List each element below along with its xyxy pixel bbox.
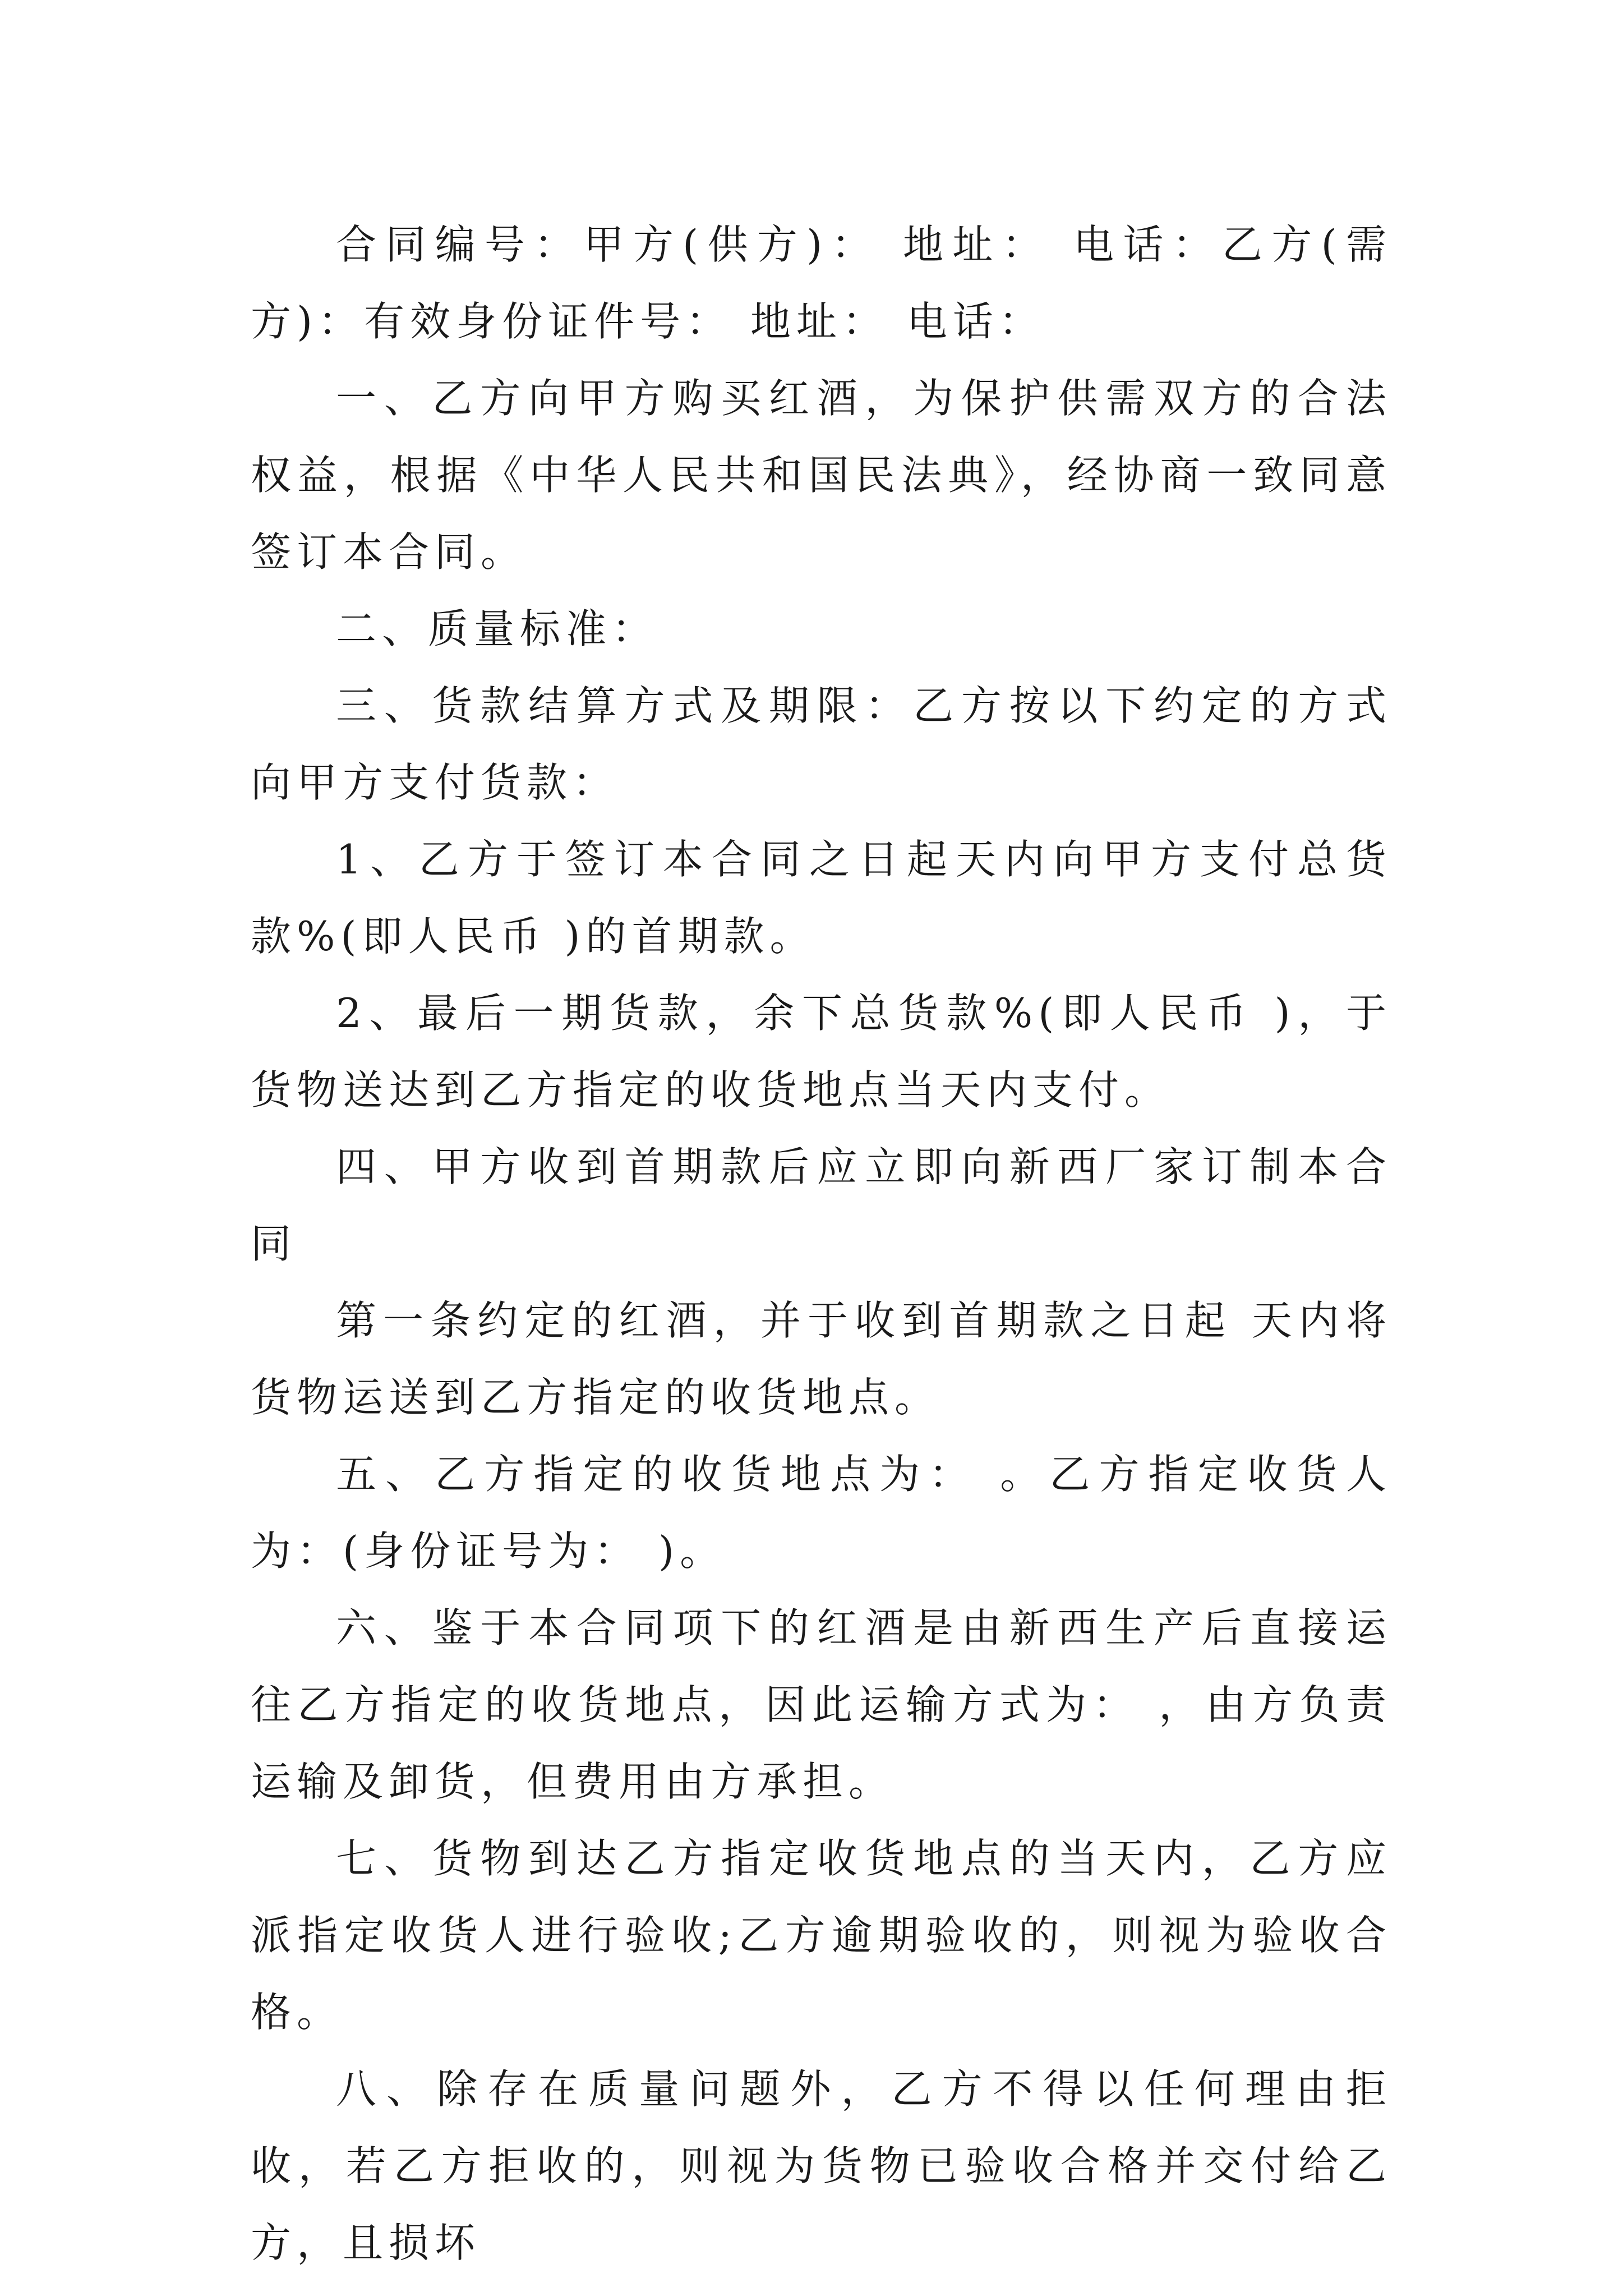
clause-5-paragraph: 五、乙方指定的收货地点为： 。乙方指定收货人为：(身份证号为： )。 bbox=[251, 1451, 1392, 1575]
clause-3-item-1-paragraph: 1、乙方于签订本合同之日起天内向甲方支付总货款%(即人民币 )的首期款。 bbox=[251, 836, 1392, 960]
clause-3-item-2-paragraph: 2、最后一期货款，余下总货款%(即人民币 )，于货物送达到乙方指定的收货地点当天内支付。 bbox=[251, 990, 1392, 1114]
clause-4-paragraph: 四、甲方收到首期款后应立即向新西厂家订制本合同 bbox=[251, 1143, 1392, 1267]
clause-6-paragraph: 六、鉴于本合同项下的红酒是由新西生产后直接运往乙方指定的收货地点，因此运输方式为： ，由方负责运输及卸货，但费用由方承担。 bbox=[251, 1604, 1392, 1805]
clause-1-paragraph: 一、乙方向甲方购买红酒，为保护供需双方的合法权益，根据《中华人民共和国民法典》，经协商一致同意签订本合同。 bbox=[251, 375, 1392, 576]
contract-header-paragraph: 合同编号：甲方(供方)： 地址： 电话：乙方(需方)：有效身份证件号： 地址： 电话： bbox=[251, 221, 1392, 345]
clause-7-paragraph: 七、货物到达乙方指定收货地点的当天内，乙方应派指定收货人进行验收;乙方逾期验收的，则视为验收合格。 bbox=[251, 1835, 1392, 2036]
clause-4-continued-paragraph: 第一条约定的红酒，并于收到首期款之日起 天内将货物运送到乙方指定的收货地点。 bbox=[251, 1297, 1392, 1421]
contract-body bbox=[251, 206, 1392, 2281]
clause-2-paragraph: 二、质量标准： bbox=[336, 605, 658, 652]
clause-8-paragraph: 八、除存在质量问题外，乙方不得以任何理由拒收，若乙方拒收的，则视为货物已验收合格并交付给乙方，且损坏 bbox=[251, 2065, 1392, 2266]
clause-3-paragraph: 三、货款结算方式及期限：乙方按以下约定的方式向甲方支付货款： bbox=[251, 682, 1392, 806]
